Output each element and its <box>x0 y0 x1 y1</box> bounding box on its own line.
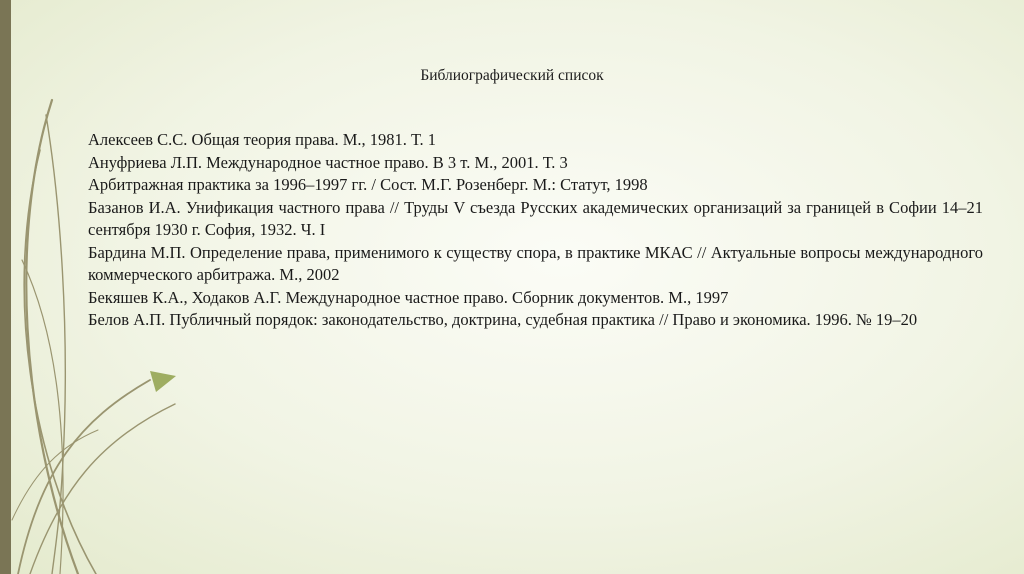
list-item: Алексеев С.С. Общая теория права. М., 1981. Т. 1 <box>88 130 436 149</box>
list-item: Бекяшев К.А., Ходаков А.Г. Международное частное право. Сборник документов. М., 1997 <box>88 287 729 307</box>
list-item: Ануфриева Л.П. Международное частное право. В 3 т. М., 2001. Т. 3 <box>88 152 568 172</box>
list-item: Белов А.П. Публичный порядок: законодательство, доктрина, судебная практика // Право и экономика. 1996. № 19–20 <box>88 310 918 329</box>
list-item: Базанов И.А. Унификация частного права // Труды V съезда Русских академических организаций за границей в Софии 14–21 сентября 1930 г. София, 1932. Ч. I <box>88 197 983 239</box>
list-item: Арбитражная практика за 1996–1997 гг. / Сост. М.Г. Розенберг. М.: Статут, 1998 <box>88 175 648 194</box>
list-item: Бардина М.П. Определение права, применимого к существу спора, в практике МКАС // Актуальные вопросы международного коммерческого арбитража. М., 2002 <box>88 242 983 284</box>
bibliography-list <box>88 129 983 332</box>
arrow-tip-icon <box>150 371 176 392</box>
page-title: Библиографический список <box>420 67 604 84</box>
